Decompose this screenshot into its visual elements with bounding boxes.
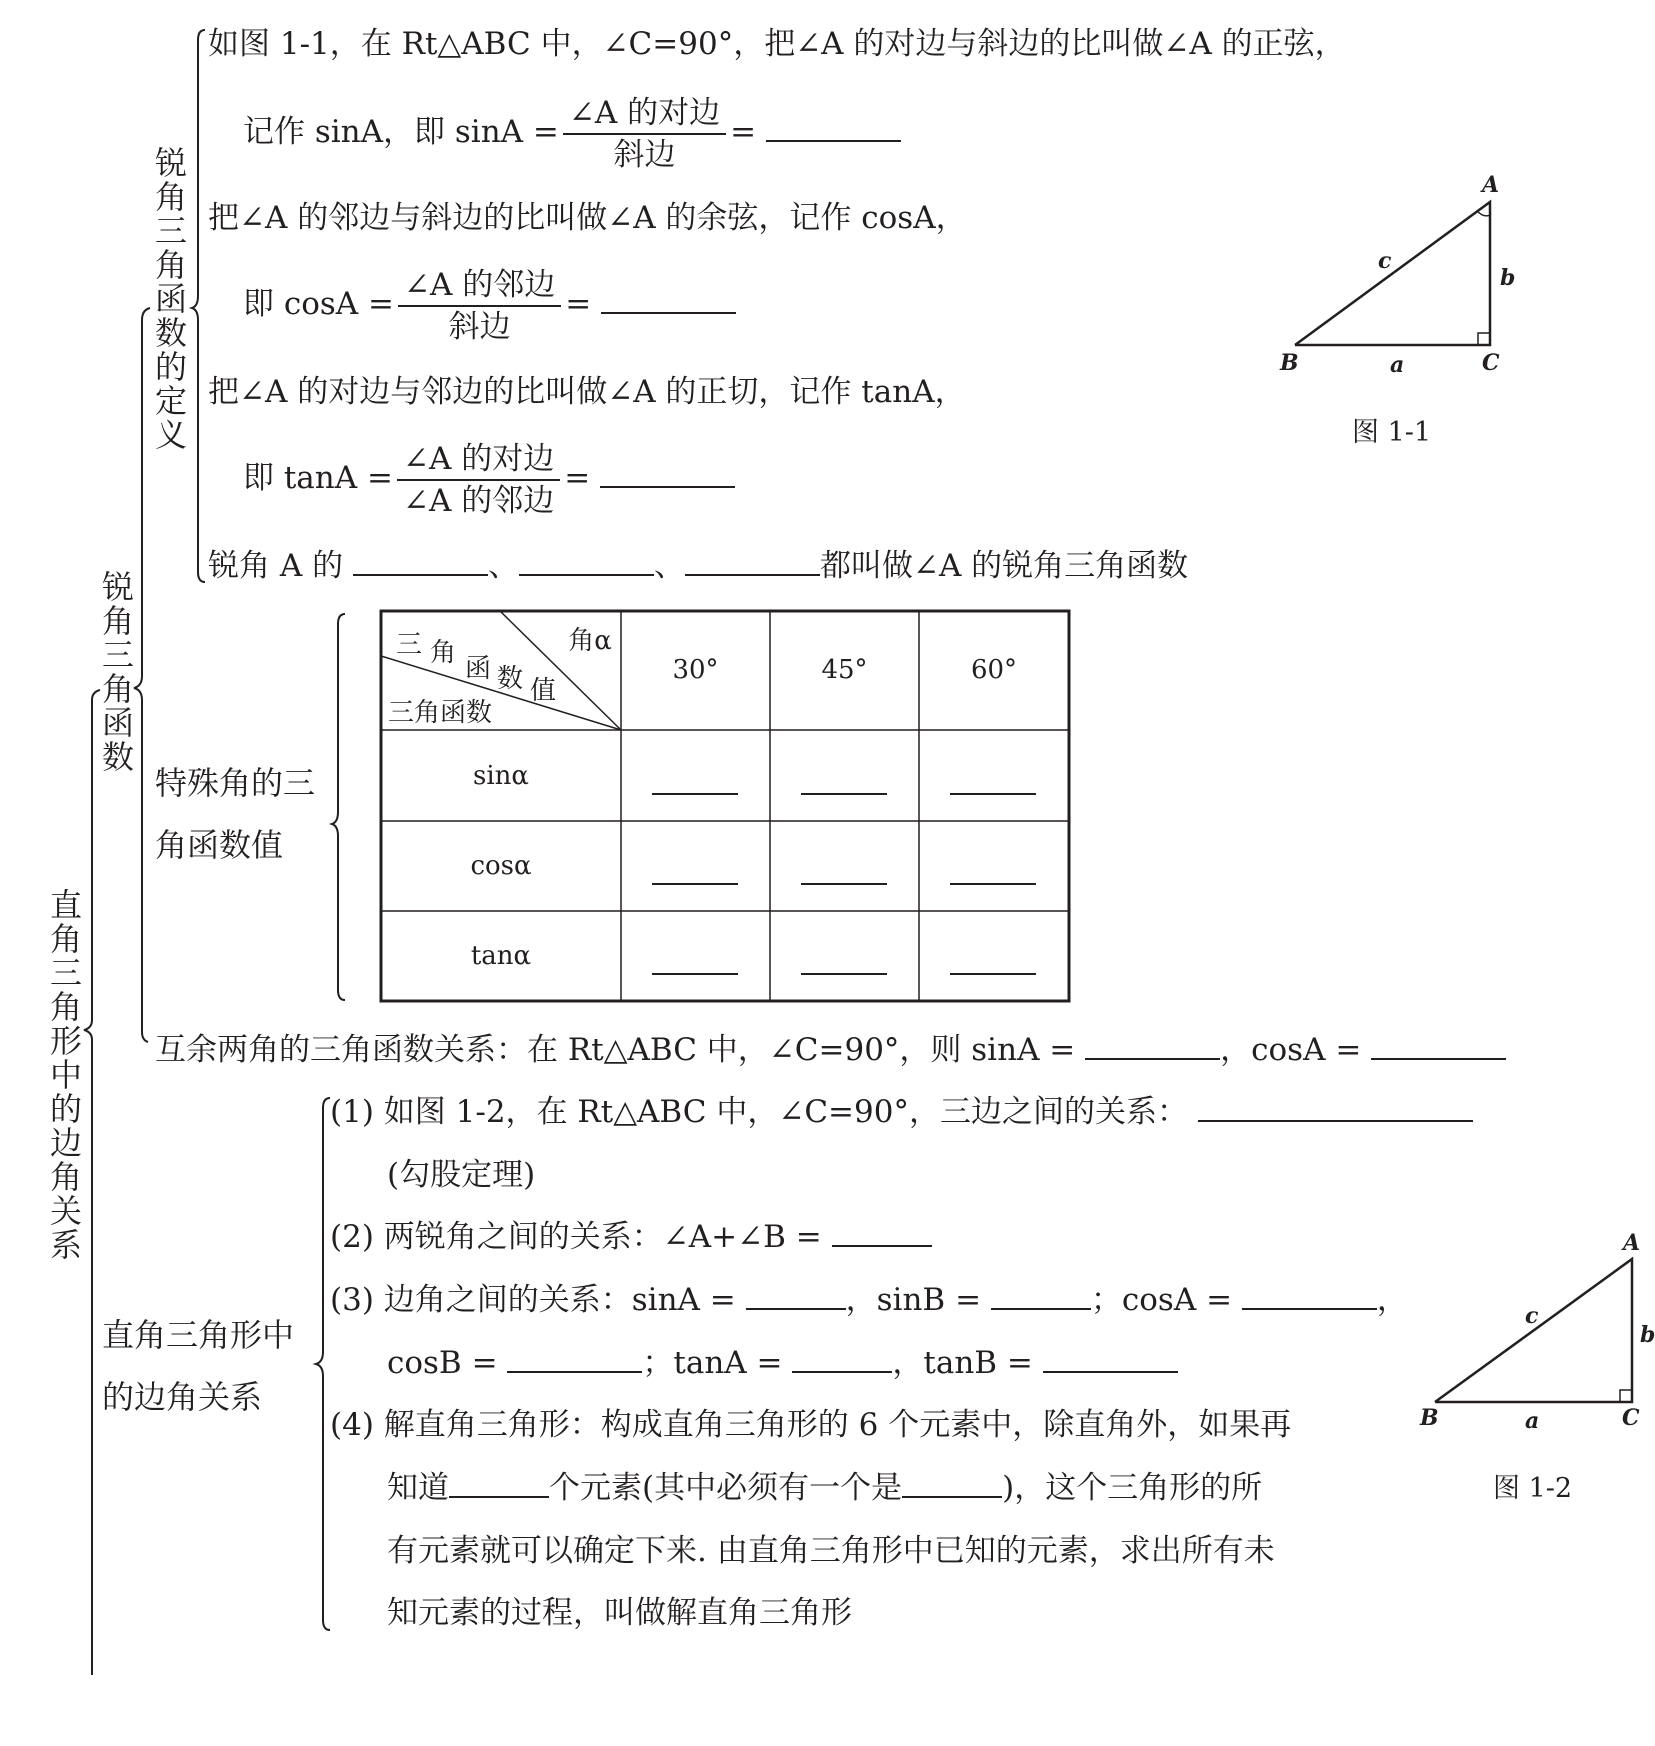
relation-4b3: )，这个三角形的所: [1002, 1470, 1263, 1506]
fig2-label-c: c: [1525, 1303, 1539, 1329]
acute-blank-2[interactable]: [519, 548, 654, 576]
sin-denominator: 斜边: [613, 136, 676, 173]
cosA-blank[interactable]: [1242, 1282, 1377, 1310]
triangle-fig1: [1295, 202, 1490, 345]
branch1a-label: 锐角三角函数的定义: [154, 144, 187, 454]
relation-3c: ；cosA =: [1090, 1282, 1233, 1318]
relation-3f: ；tanA =: [642, 1345, 783, 1381]
relation-1: [330, 1092, 1473, 1132]
fig1-label-B: B: [1280, 350, 1299, 376]
sin-numerator: ∠A 的对边: [563, 93, 726, 135]
sinA-blank[interactable]: [746, 1282, 846, 1310]
sin-fraction: [563, 93, 726, 175]
sin-prefix: 记作 sinA，即 sinA =: [243, 114, 559, 150]
relation-4b2: 个元素(其中必须有一个是: [549, 1470, 903, 1506]
relation-3d: ，: [1376, 1282, 1408, 1318]
branch2-brace: [316, 1098, 330, 1630]
def-line1: 如图 1-1，在 Rt△ABC 中，∠C=90°，把∠A 的对边与斜边的比叫做∠A 的正弦，: [208, 26, 1346, 62]
relation-4-line1: (4) 解直角三角形：构成直角三角形的 6 个元素中，除直角外，如果再: [330, 1407, 1292, 1443]
complementary-prefix: 互余两角的三角函数关系：在 Rt△ABC 中，∠C=90°，则 sinA =: [155, 1032, 1076, 1068]
relation-4-line4: 知元素的过程，叫做解直角三角形: [387, 1595, 852, 1631]
fig2-caption: 图 1-2: [1493, 1473, 1573, 1504]
root-label: 直角三角形中的边角关系: [49, 886, 82, 1264]
fig2-label-b: b: [1640, 1322, 1655, 1348]
complementary-line: [155, 1030, 1506, 1070]
table-corner-char-1: 三: [396, 630, 423, 660]
relation-4-line3: 有元素就可以确定下来. 由直角三角形中已知的元素，求出所有未: [387, 1533, 1275, 1569]
relation-2: [330, 1217, 932, 1257]
fig2-label-B: B: [1420, 1405, 1439, 1431]
sin-equals: =: [730, 114, 757, 150]
fig2-label-A: A: [1623, 1230, 1641, 1256]
complementary-blank-1[interactable]: [1085, 1032, 1220, 1060]
relation-2-text: (2) 两锐角之间的关系：∠A+∠B =: [330, 1219, 822, 1255]
relation-3a: (3) 边角之间的关系：sinA =: [330, 1282, 736, 1318]
tan-blank[interactable]: [600, 460, 735, 488]
def-sin-row: [243, 90, 901, 175]
relation-3g: ，tanB =: [892, 1345, 1033, 1381]
branch1b-label: 特殊角的三角函数值: [155, 764, 316, 864]
tan-prefix: 即 tanA =: [243, 460, 393, 496]
def-line3: 把∠A 的邻边与斜边的比叫做∠A 的余弦，记作 cosA，: [208, 200, 967, 236]
acute-prefix: 锐角 A 的: [208, 548, 344, 584]
relation-4-line2: [387, 1468, 1262, 1508]
acute-sep-2: 、: [653, 548, 685, 584]
relation-3b: ，sinB =: [845, 1282, 982, 1318]
def-tan-row: [243, 436, 735, 521]
relation-3e: cosB =: [387, 1345, 498, 1381]
fig1-label-a: a: [1390, 352, 1405, 378]
branch1a-brace: [192, 30, 205, 582]
complementary-mid: ，cosA =: [1220, 1032, 1362, 1068]
cos-blank[interactable]: [601, 286, 736, 314]
fig1-label-b: b: [1500, 265, 1516, 291]
table-corner-bottom: 三角函数: [388, 698, 493, 728]
table-corner-char-5: 值: [530, 676, 557, 706]
table-corner-char-3: 函: [465, 654, 492, 684]
def-cos-row: [243, 262, 736, 347]
cos-prefix: 即 cosA =: [243, 286, 395, 322]
triangle-fig2: [1435, 1259, 1632, 1402]
acute-sep-1: 、: [487, 548, 519, 584]
table-angle-45: 45°: [821, 655, 868, 685]
table-corner-char-2: 角: [430, 638, 457, 668]
elements-count-blank[interactable]: [449, 1470, 549, 1498]
required-element-blank[interactable]: [902, 1470, 1002, 1498]
relation-1-text: (1) 如图 1-2，在 Rt△ABC 中，∠C=90°，三边之间的关系：: [330, 1094, 1188, 1130]
cosB-blank[interactable]: [507, 1345, 642, 1373]
relation-3-row2: [387, 1343, 1178, 1383]
tan-fraction: [397, 439, 560, 521]
tanA-blank[interactable]: [792, 1345, 892, 1373]
branch2-label: 直角三角形中的边角关系: [102, 1316, 295, 1416]
cos-fraction: [398, 265, 561, 347]
cos-equals: =: [565, 286, 592, 322]
acute-blank-1[interactable]: [353, 548, 488, 576]
fig1-label-c: c: [1378, 248, 1392, 274]
table-row-cos: cosα: [470, 851, 532, 881]
tan-numerator: ∠A 的对边: [397, 439, 560, 481]
branch1-label: 锐角三角函数: [101, 568, 134, 776]
cos-numerator: ∠A 的邻边: [398, 265, 561, 307]
tan-equals: =: [564, 460, 591, 496]
table-corner-top: 角α: [568, 626, 612, 656]
table-corner-char-4: 数: [497, 664, 524, 694]
table-angle-60: 60°: [970, 655, 1018, 685]
branch1-brace: [134, 308, 150, 1042]
table-row-tan: tanα: [470, 941, 532, 971]
relation-1b: (勾股定理): [387, 1157, 536, 1193]
sinB-blank[interactable]: [991, 1282, 1091, 1310]
complementary-blank-2[interactable]: [1371, 1032, 1506, 1060]
relation-1-blank[interactable]: [1198, 1094, 1473, 1122]
def-line5: 把∠A 的对边与邻边的比叫做∠A 的正切，记作 tanA，: [208, 374, 966, 410]
tan-denominator: ∠A 的邻边: [402, 482, 555, 519]
relation-3-row1: [330, 1280, 1408, 1320]
tanB-blank[interactable]: [1043, 1345, 1178, 1373]
fig2-label-a: a: [1525, 1408, 1540, 1434]
acute-blank-3[interactable]: [685, 548, 820, 576]
acute-suffix: 都叫做∠A 的锐角三角函数: [819, 548, 1189, 584]
fig2-label-C: C: [1622, 1405, 1640, 1431]
fig1-caption: 图 1-1: [1352, 417, 1432, 448]
root-brace: [84, 690, 100, 1675]
table-angle-30: 30°: [672, 655, 719, 685]
table-row-sin: sinα: [473, 761, 529, 791]
fig1-label-C: C: [1482, 350, 1500, 376]
relation-2-blank[interactable]: [832, 1219, 932, 1247]
sin-blank[interactable]: [766, 114, 901, 142]
cos-denominator: 斜边: [448, 308, 511, 345]
fig1-label-A: A: [1482, 172, 1500, 198]
relation-4b1: 知道: [387, 1470, 449, 1506]
acute-line: [208, 546, 1188, 586]
